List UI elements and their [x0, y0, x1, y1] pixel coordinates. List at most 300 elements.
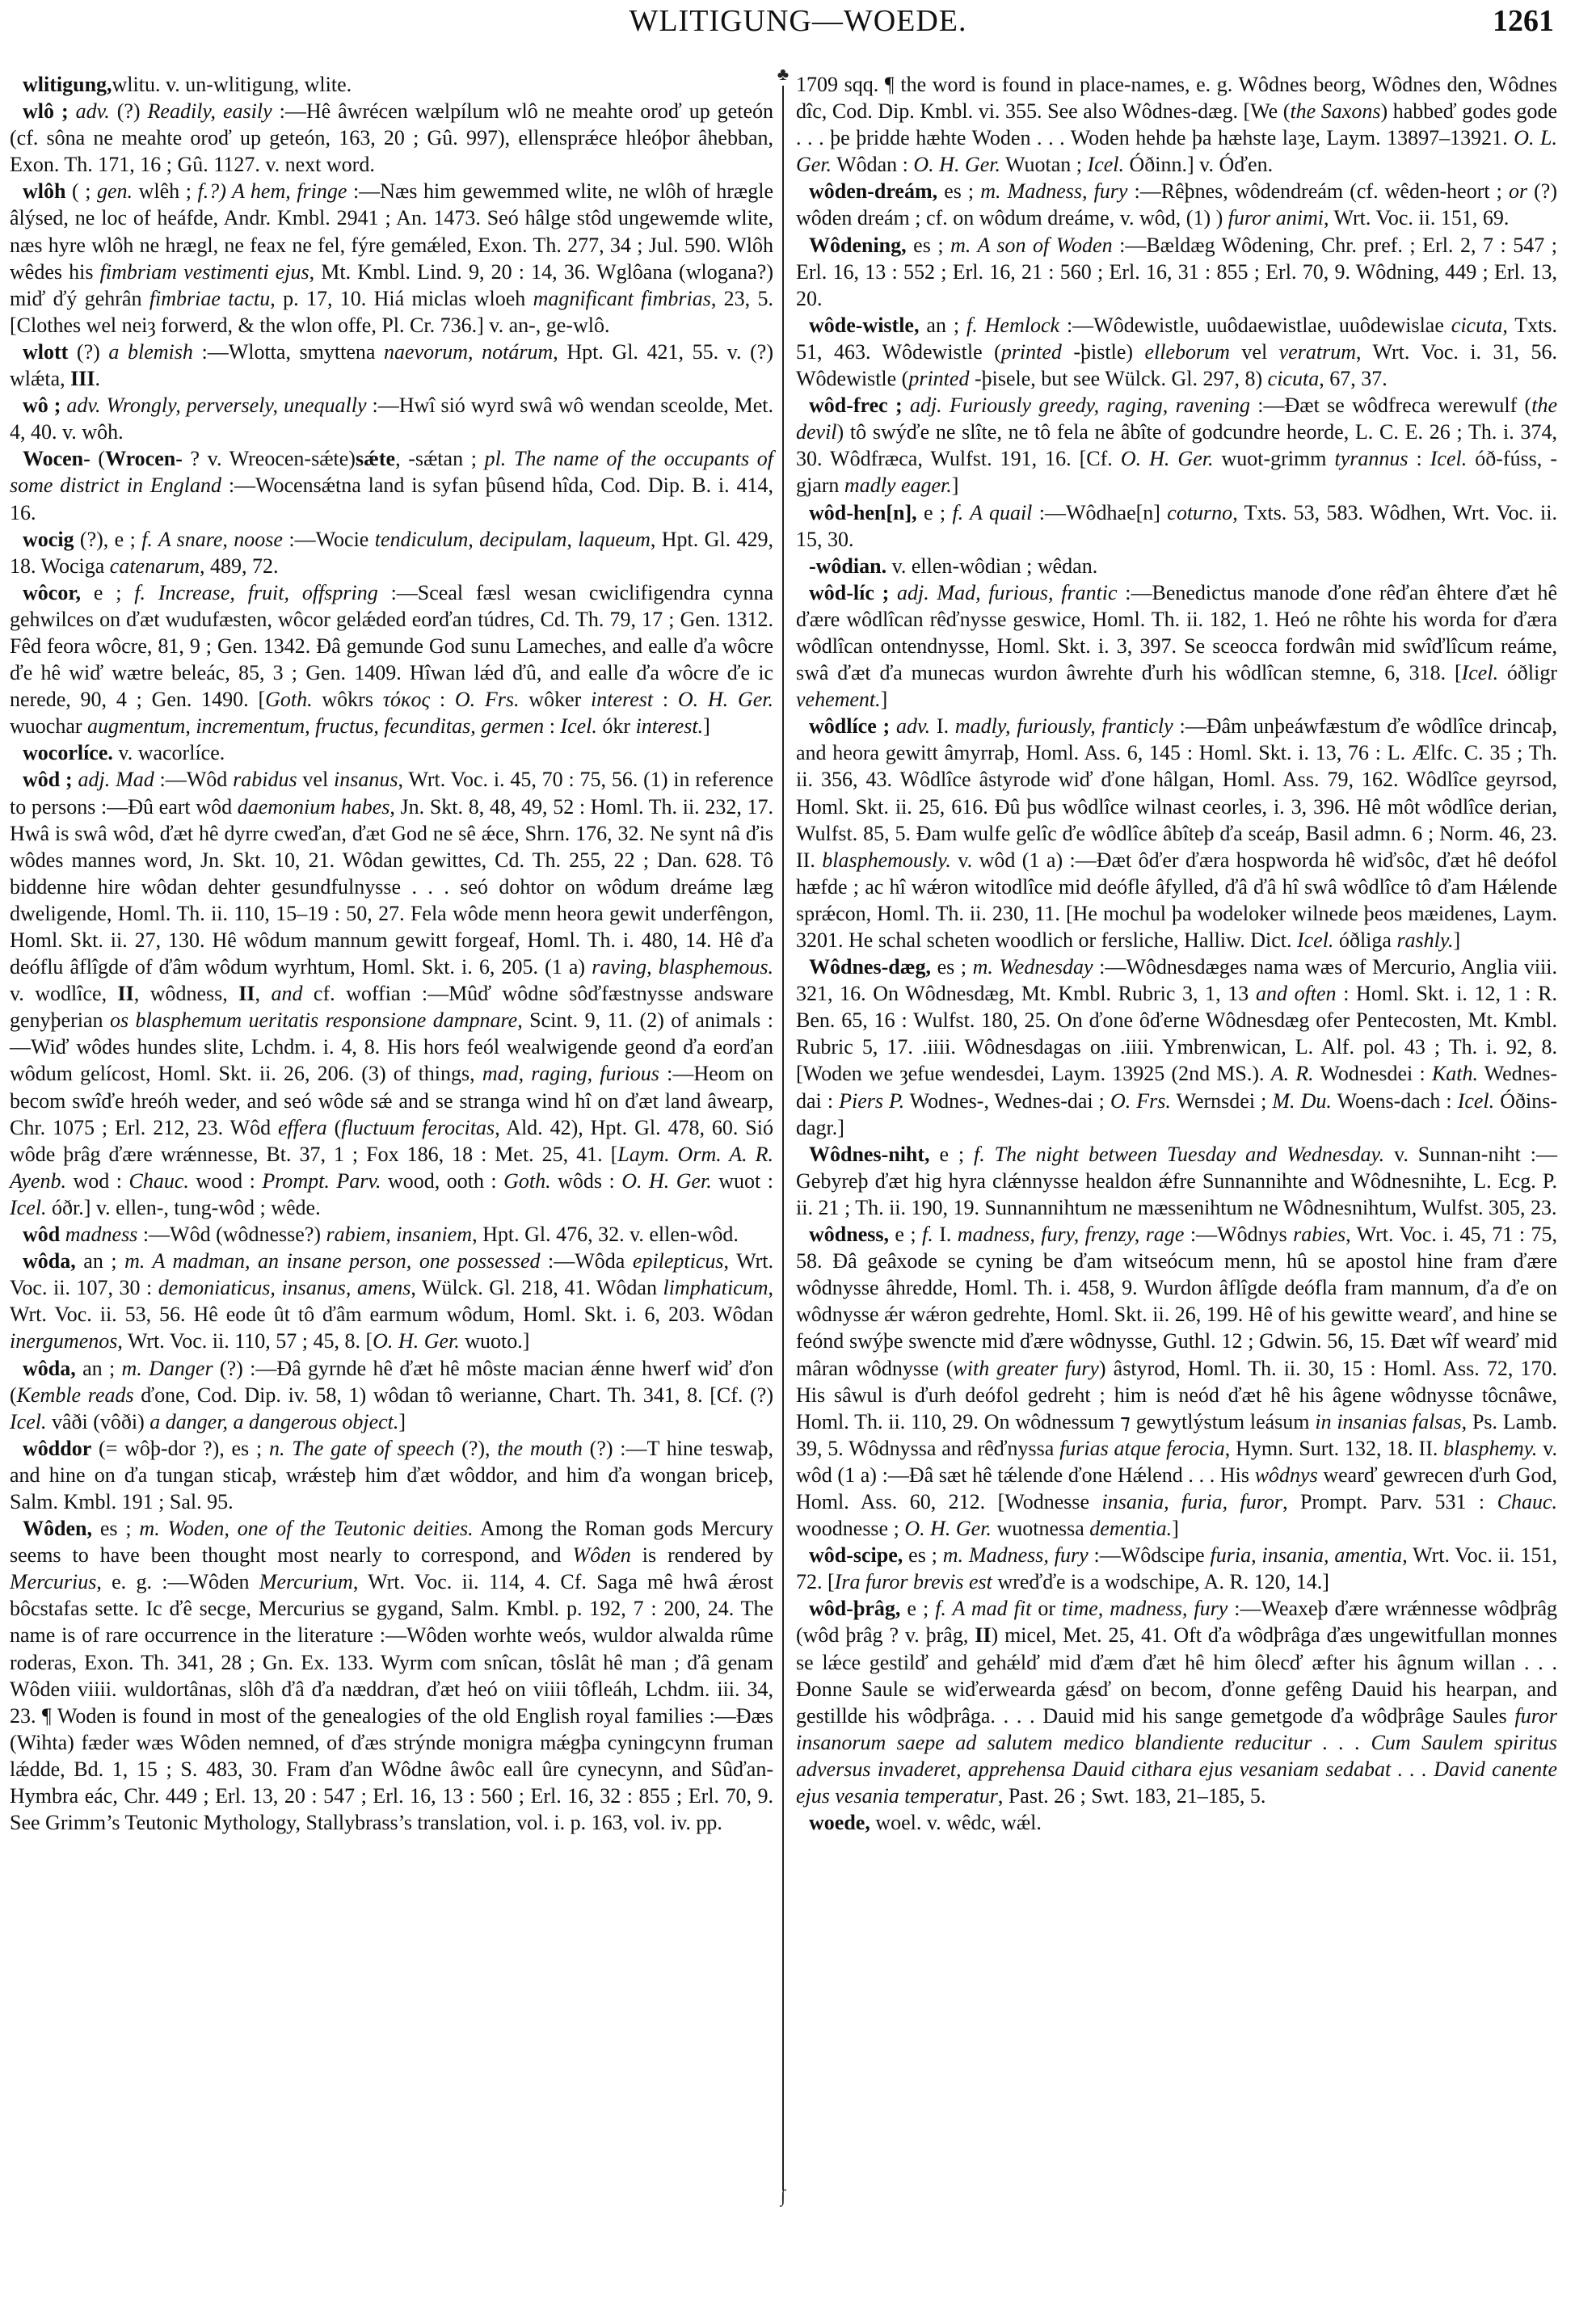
- entry-text: :—Hwî sió wyrd swâ wô wendan sceolde, Met. 4, 40. v. wôh.: [10, 394, 774, 444]
- entry-text: Mercurium: [259, 1570, 353, 1594]
- dictionary-entry: [10, 1221, 773, 1248]
- entry-text: :—Bældæg Wôdening, Chr. pref. ; Erl. 2, 7 : 547 ; Erl. 16, 13 : 552 ; Erl. 16, 21 : 560 ; Erl. 16, 31 : 855 ; Erl. 70, 9. Wôdning, 449 ; Erl. 13, 20.: [796, 233, 1557, 310]
- entry-headword: wocorlíce.: [23, 741, 113, 765]
- entry-text: epilepticus: [632, 1249, 724, 1273]
- dictionary-entry: [796, 1595, 1557, 1809]
- entry-text: insanus: [334, 768, 398, 792]
- entry-text: II: [238, 982, 255, 1006]
- entry-text: adv.: [890, 714, 931, 739]
- entry-text: Wôdan :: [832, 153, 914, 177]
- entry-text: or: [1508, 179, 1528, 204]
- entry-text: ]: [398, 1409, 406, 1433]
- entry-text: furor insanorum saepe ad salutem medico blandiente reducitur . . . Cum Saulem spiritus adversus invaderet, apprehensa Dauid cithara ejus vesaniam sedabat . . . David canente ejus vesania temperatur: [796, 1703, 1557, 1808]
- entry-text: tyrannus: [1334, 447, 1409, 471]
- entry-text: óðligr: [1498, 661, 1558, 685]
- entry-text: v. wôd (1 a) :—Ðæt ôďer ďæra hospworda hê wiďsôc, ďæt hê deófol hæfde ; ac hî wǽron witodlîce mid deófle âfylled, ďâ ďâ hî swâ wôdlîce tô ďam Hǽlende sprǽcon, Homl. Th. ii. 230, 11. [He mochul þa wodeloker wilnede þeos mæidenes, Laym. 3201. He schal scheten woodlich or fersliche, Halliw. Dict.: [796, 848, 1557, 952]
- entry-text: , Hpt. Gl. 476, 32. v. ellen-wôd.: [472, 1223, 739, 1247]
- entry-text: v. wodlîce,: [10, 982, 118, 1006]
- entry-headword: wlôh: [23, 179, 66, 204]
- entry-text: :—Weaxeþ ďære wrǽnnesse wôdþrâg (wôd þrâg ? v. þrâg,: [796, 1597, 1557, 1648]
- entry-text: wlêh ;: [133, 179, 198, 204]
- entry-text: v. ellen-wôdian ; wêdan.: [886, 554, 1098, 578]
- entry-text: f. A snare, noose: [141, 527, 283, 551]
- entry-text: rabidus: [233, 768, 297, 792]
- entry-text: Laym. Orm. A. R. Ayenb.: [10, 1142, 774, 1193]
- entry-text: , Scint. 9, 11. (2) of animals :—Wiď wôdes hundes slite, Lchdm. i. 4, 8. His hors feól wealwigende geond ďa eorďan wôdum gelícost, Homl. Skt. ii. 26, 206. (3) of things,: [10, 1008, 773, 1086]
- entry-text: (?) wôden dreám ; cf. on wôdum dreáme, v. wôd, (1) ): [796, 179, 1557, 230]
- entry-headword: wôden-dreám,: [809, 179, 938, 204]
- entry-text: Wodnesdei :: [1313, 1062, 1432, 1086]
- entry-text: demoniaticus, insanus, amens: [158, 1276, 411, 1300]
- entry-text: , Wrt. Voc. ii. 151, 69.: [1323, 206, 1510, 230]
- entry-text: e ;: [888, 1223, 923, 1247]
- entry-text: rabies: [1293, 1223, 1346, 1247]
- entry-text: v. Sunnan-niht :—Gebyreþ ďæt hig hyra clǽnnysse healdon ǽfre Sunnannihte and Wôdnesnihte, L. Ecg. P. ii. 21 ; Th. ii. 190, 19. Sunnannihtum ne mæssenihtum ne Wôdnesnihtum, Wulfst. 305, 23.: [796, 1142, 1558, 1219]
- entry-text: (= wôþ-dor ?), es ;: [91, 1436, 269, 1460]
- entry-headword: wôddor: [23, 1436, 92, 1460]
- entry-text: wôds :: [550, 1168, 622, 1193]
- entry-text: O. H. Ger.: [1120, 447, 1214, 471]
- entry-text: adj. Mad: [72, 768, 154, 792]
- entry-text: ) âstyrod, Homl. Th. ii. 30, 15 : Homl. Ass. 72, 170. His sâwul is ďurh deófol gedreht ; him is neód ďæt hê his âgene wôdnysse tôcnâwe, Homl. Th. ii. 110, 29. On wôdnessum ⁊ gewytlýstum leásum: [796, 1356, 1557, 1433]
- entry-text: Chauc.: [128, 1168, 189, 1193]
- entry-headword: -wôdian.: [809, 554, 887, 578]
- dictionary-entry: [10, 526, 773, 579]
- entry-text: with greater fury: [953, 1356, 1099, 1380]
- entry-text: an ;: [919, 313, 966, 337]
- dictionary-entry: [10, 392, 773, 445]
- entry-text: wôkrs: [312, 688, 383, 712]
- entry-text: e ;: [900, 1597, 936, 1621]
- entry-text: , 67, 37.: [1319, 367, 1388, 391]
- entry-text: (?): [68, 339, 109, 364]
- entry-text: ) tô swýďe ne slîte, ne tô fela ne âbîte of godcundre heorde, L. C. E. 26 ; Th. i. 374, 30. Wôdfræca, Wulfst. 191, 16. [Cf.: [796, 420, 1557, 471]
- entry-text: , Mt. Kmbl. Lind. 9, 20 : 14, 36. Wglôana (wlogana?) miď ďý gehrân: [10, 259, 773, 310]
- entry-text: Wrocen-: [105, 447, 183, 471]
- trefoil-ornament-icon: ♣: [777, 64, 790, 84]
- entry-text: wuot :: [711, 1168, 773, 1193]
- entry-text: m. A madman, an insane person, one possessed: [124, 1249, 541, 1273]
- entry-headword: wlott: [23, 339, 69, 364]
- entry-text: Mercurius: [10, 1570, 97, 1594]
- entry-text: tendiculum, decipulam, laqueum: [374, 527, 651, 551]
- entry-text: m. Madness, fury: [942, 1543, 1089, 1568]
- entry-text: rashly.: [1396, 928, 1454, 952]
- entry-text: e ;: [916, 500, 953, 524]
- entry-text: Icel.: [10, 1409, 47, 1433]
- entry-text: cicuta: [1267, 367, 1320, 391]
- entry-text: O. H. Ger.: [677, 688, 774, 712]
- entry-text: -þisele, but see Wülck. Gl. 297, 8): [969, 367, 1268, 391]
- entry-text: (?), e ;: [74, 527, 142, 551]
- entry-text: inergumenos: [10, 1329, 118, 1353]
- entry-text: ]: [880, 688, 888, 712]
- entry-text: , Wülck. Gl. 218, 41. Wôdan: [411, 1276, 663, 1300]
- dictionary-entry: [796, 232, 1557, 312]
- entry-headword: wôda,: [23, 1356, 76, 1380]
- dictionary-entry: [796, 579, 1557, 713]
- dictionary-entry: [10, 98, 773, 178]
- entry-text: f. A mad fit: [935, 1597, 1032, 1621]
- dictionary-entry: [796, 392, 1557, 499]
- entry-text: catenarum: [109, 554, 200, 578]
- entry-text: interest.: [635, 714, 704, 739]
- entry-text: , wôdness,: [133, 982, 239, 1006]
- entry-text: Icel.: [1457, 1088, 1495, 1113]
- entry-text: es ;: [906, 233, 951, 257]
- entry-text: :—Wôdnys: [1184, 1223, 1294, 1247]
- entry-text: 1709 sqq. ¶ the word is found in place-names, e. g. Wôdnes beorg, Wôdnes den, Wôdnes dîc, Cod. Dip. Kmbl. vi. 355. See also Wôdnes-dæg. [We (: [796, 73, 1557, 124]
- entry-text: Goth.: [265, 688, 313, 712]
- dictionary-entry: [796, 1141, 1557, 1221]
- entry-text: rabiem, insaniem: [326, 1223, 473, 1247]
- entry-text: II: [117, 982, 134, 1006]
- entry-text: O. L. Ger.: [796, 126, 1557, 177]
- dictionary-entry: [796, 713, 1557, 953]
- entry-text: cicuta: [1451, 313, 1503, 337]
- dictionary-entry: [10, 1515, 773, 1836]
- entry-text: insania, furia, furor: [1101, 1489, 1283, 1513]
- entry-text: a danger, a dangerous object.: [149, 1409, 399, 1433]
- entry-text: magnificant fimbrias: [533, 286, 711, 310]
- entry-text: , Ps. Lamb. 39, 5. Wôdnyssa and rêďnyssa: [796, 1409, 1557, 1460]
- entry-text: the mouth: [497, 1436, 583, 1460]
- entry-text: -þistle): [1061, 339, 1145, 364]
- entry-text: and often: [1255, 982, 1337, 1006]
- dictionary-entry: [10, 766, 773, 1221]
- entry-headword: wôd-líc ;: [809, 580, 890, 604]
- entry-headword: wôd-frec ;: [809, 394, 903, 418]
- entry-text: , Jn. Skt. 8, 48, 49, 52 : Homl. Th. ii. 232, 17. Hwâ is swâ wôd, ďæt hê dyrre cweďan, ďæt God ne sê ǽce, Shrn. 176, 32. Ne synt nâ ďis wôdes mannes word, Jn. Skt. 10, 21. Wôdan gewittes, Cd. Th. 255, 22 ; Dan. 628. Tô biddenne hire wôdan dehter gesundfulnysse . . . seó dohtor on wôdum dreáme læg dweligende, Homl. Th. ii. 110, 15–19 : 50, 27. Fela wôde menn heora gewit underfêngon, Homl. Skt. ii. 27, 130. Hê wôdum mannum gewitt forgeaf, Homl. Th. i. 480, 14. Hê ďa deóflu âflîgde of ďâm wôdum wyrhtum, Homl. Skt. i. 6, 205. (1 a): [10, 794, 773, 979]
- entry-text: furias atque ferocia: [1059, 1436, 1225, 1460]
- entry-text: wôker: [519, 688, 592, 712]
- entry-text: :—Rêþnes, wôdendreám (cf. wêden-heort ;: [1127, 179, 1509, 204]
- entry-text: vâði (vôði): [46, 1409, 150, 1433]
- entry-headword: wôcor,: [23, 580, 81, 604]
- entry-text: f. Increase, fruit, offspring: [134, 580, 378, 604]
- entry-text: , Txts. 53, 583. Wôdhen, Wrt. Voc. ii. 15, 30.: [796, 500, 1557, 551]
- dictionary-entry: [796, 312, 1557, 392]
- entry-headword: Wôdnes-dæg,: [809, 955, 931, 979]
- entry-text: madness, fury, frenzy, rage: [957, 1223, 1185, 1247]
- entry-text: O. H. Ger.: [621, 1168, 712, 1193]
- entry-text: , 489, 72.: [200, 554, 279, 578]
- entry-text: e ;: [929, 1142, 975, 1166]
- entry-text: :—Ðæt se wôdfreca werewulf (: [1250, 394, 1532, 418]
- entry-text: ( ;: [65, 179, 98, 204]
- entry-text: raving, blasphemous.: [592, 955, 773, 979]
- entry-text: Icel.: [560, 714, 597, 739]
- entry-text: wearď gewrecen ďurh God, Homl. Ass. 60, 212. [Wodnesse: [796, 1463, 1557, 1513]
- entry-text: m. Woden, one of the Teutonic deities.: [139, 1517, 474, 1541]
- entry-text: Wednes-dai :: [796, 1062, 1557, 1113]
- entry-headword: wôd-hen[n],: [809, 500, 917, 524]
- entry-text: e ;: [80, 580, 135, 604]
- entry-text: the Saxons: [1290, 99, 1381, 124]
- entry-text: (: [90, 447, 106, 471]
- entry-text: is rendered by: [630, 1543, 773, 1568]
- entry-text: :: [1408, 447, 1430, 471]
- entry-text: :—Hê âwrécen wælpílum wlô ne meahte oroď up geteón (cf. sôna ne meahte oroď up geteón, 163, 20 ; Gû. 997), ellensprǽce hleóþor âhebban, Exon. Th. 171, 16 ; Gû. 1127. v. next word.: [10, 99, 773, 177]
- entry-text: τόκος: [382, 688, 431, 712]
- entry-text: :—Wôdhae[n]: [1032, 500, 1168, 524]
- entry-text: Icel.: [1087, 153, 1125, 177]
- entry-text: adj. Furiously greedy, raging, ravening: [902, 394, 1251, 418]
- entry-headword: wlitigung,: [23, 73, 112, 96]
- entry-text: Kath.: [1431, 1062, 1478, 1086]
- dictionary-entry: [796, 1221, 1557, 1542]
- entry-text: :—Wocensǽtna land is syfan þûsend hîda, Cod. Dip. B. i. 414, 16.: [10, 474, 773, 524]
- entry-text: M. Du.: [1272, 1088, 1332, 1113]
- entry-text: augmentum, incrementum, fructus, fecunditas, germen: [87, 714, 545, 739]
- dictionary-entry: [796, 71, 1557, 178]
- entry-headword: woede,: [809, 1811, 870, 1835]
- entry-text: :—Wôdscipe: [1088, 1543, 1211, 1568]
- entry-text: , Hpt. Gl. 421, 55. v. (?) wlǽta,: [10, 339, 774, 391]
- entry-headword: wlô ;: [23, 99, 69, 124]
- entry-text: I.: [930, 714, 955, 739]
- entry-text: Wernsdei ;: [1170, 1088, 1273, 1113]
- entry-text: wood :: [188, 1168, 263, 1193]
- entry-text: wuoto.]: [459, 1329, 530, 1353]
- entry-text: or: [1031, 1597, 1063, 1621]
- entry-text: , -sǽtan ;: [395, 447, 485, 471]
- entry-text: naevorum, notárum: [384, 339, 554, 364]
- entry-text: O. H. Ger.: [913, 153, 1001, 177]
- entry-text: m. Danger: [121, 1356, 213, 1380]
- entry-text: , Past. 26 ; Swt. 183, 21–185, 5.: [997, 1784, 1266, 1808]
- entry-text: v. wacorlíce.: [112, 741, 225, 765]
- entry-text: wuot-grimm: [1213, 447, 1335, 471]
- entry-text: , Txts. 51, 463. Wôdewistle (: [796, 313, 1557, 364]
- entry-text: Wôden: [572, 1543, 631, 1568]
- entry-text: wuotnessa: [991, 1517, 1090, 1541]
- entry-text: vel: [1229, 339, 1279, 364]
- entry-text: coturno: [1167, 500, 1233, 524]
- entry-text: :—Wôd: [154, 768, 234, 792]
- entry-text: woodnesse ;: [796, 1517, 905, 1541]
- entry-text: madly eager.: [844, 474, 952, 498]
- entry-text: in insanias falsas: [1315, 1409, 1462, 1433]
- dictionary-entry: [10, 445, 773, 525]
- entry-text: , Wrt. Voc. ii. 110, 57 ; 45, 8. [: [117, 1329, 373, 1353]
- entry-text: Kemble reads: [16, 1383, 134, 1407]
- entry-text: Readily, easily: [147, 99, 272, 124]
- entry-text: f. A quail: [952, 500, 1033, 524]
- entry-text: ) micel, Met. 25, 41. Oft ďa wôdþrâga ďæs ungewitfullan monnes se lǽce gestilď and gehǽlď mid ďæm ďæt hê him ôlecď æfter his âgnum willan . . . Ðonne Saule se wiďerwearda gǽsď on becom, ďonne gefêng Dauid his hearpan, and gestillde his wôdþrâga. . . . Dauid mid his sange gemetgode ďa wôdþrâge Saules: [796, 1623, 1557, 1728]
- entry-text: adv. Wrongly, perversely, unequally: [61, 394, 367, 418]
- entry-text: II: [975, 1623, 992, 1648]
- entry-text: fluctuum ferocitas: [341, 1115, 495, 1139]
- entry-text: mad, raging, furious: [482, 1062, 659, 1086]
- entry-headword: wôde-wistle,: [809, 313, 920, 337]
- entry-text: f. The night between Tuesday and Wednesday.: [974, 1142, 1385, 1166]
- entry-text: blasphemously.: [822, 848, 951, 872]
- entry-text: O. H. Ger.: [904, 1517, 992, 1541]
- entry-text: :—Ðâm unþeáwfæstum ďe wôdlîce drincaþ, and heora gewitt âmyrraþ, Homl. Ass. 6, 145 : Homl. Skt. i. 13, 76 : L. Ælfc. C. 35 ; Th. ii. 356, 43. Wôdlîce âstyrode wiď ďone hâlgan, Homl. Ass. 79, 162. Wôdlîce geyrsod, Homl. Skt. ii. 25, 616. Ðû þus wôdlîce wilnast ceorles, i. 3, 396. Hê môt wôdlîce derian, Wulfst. 85, 5. Ðam wulfe gelîc ďe wôdlîce âbîteþ ďa sceáp, Basil admn. 6 ; Norm. 46, 23. II.: [796, 714, 1557, 872]
- entry-text: Prompt. Parv.: [262, 1168, 381, 1193]
- entry-text: :—Wôdnesdæges nama wæs of Mercurio, Anglia viii. 321, 16. On Wôdnesdæg, Mt. Kmbl. Rubric 3, 1, 13: [796, 955, 1557, 1006]
- dictionary-entry: [10, 1435, 773, 1515]
- entry-text: ]: [703, 714, 710, 739]
- left-column: [10, 71, 773, 1836]
- entry-text: furia, insania, amentia: [1210, 1543, 1403, 1568]
- entry-text: Chauc.: [1497, 1489, 1557, 1513]
- right-column: [796, 71, 1557, 1836]
- entry-text: f. Hemlock: [966, 313, 1060, 337]
- page-title: WLITIGUNG—WOEDE.: [629, 4, 967, 38]
- entry-headword: wôd-þrâg,: [809, 1597, 901, 1621]
- entry-text: printed: [1000, 339, 1062, 364]
- entry-text: fimbriam vestimenti ejus: [99, 259, 310, 284]
- entry-text: :—Wôdewistle, uuôdaewistlae, uuôdewislae: [1059, 313, 1451, 337]
- entry-text: madly, furiously, franticly: [954, 714, 1173, 739]
- entry-text: , e. g. :—Wôden: [96, 1570, 259, 1594]
- entry-text: :—Heom on becom swîďe hreóh weder, and seó wôde sǽ and se stranga wind hî on ďæt land âwearp, Chr. 1075 ; Erl. 212, 23. Wôd: [10, 1062, 774, 1139]
- entry-text: :: [544, 714, 561, 739]
- entry-text: printed: [908, 367, 970, 391]
- entry-text: O. H. Ger.: [373, 1329, 460, 1353]
- entry-text: (?): [109, 99, 148, 124]
- entry-headword: Wôden,: [23, 1517, 92, 1541]
- entry-text: , 23, 5. [Clothes wel neiȝ forwerd, & the wlon offe, Pl. Cr. 736.] v. an-, ge-wlô.: [10, 286, 774, 337]
- dictionary-entry: [10, 1355, 773, 1435]
- entry-headword: wôd: [23, 1223, 61, 1247]
- entry-text: Icel.: [1296, 928, 1334, 952]
- entry-text: blasphemy.: [1443, 1436, 1538, 1460]
- entry-text: es ;: [903, 1543, 943, 1568]
- entry-text: óðliga: [1333, 928, 1397, 952]
- dictionary-entry: [796, 1809, 1557, 1836]
- entry-text: f.: [922, 1223, 933, 1247]
- entry-text: ďone, Cod. Dip. iv. 58, 1) wôdan tô werianne, Chart. Th. 341, 8. [Cf. (?): [133, 1383, 773, 1407]
- entry-text: ,: [255, 982, 272, 1006]
- entry-text: wood, ooth :: [381, 1168, 504, 1193]
- entry-headword: wôda,: [23, 1249, 76, 1273]
- entry-text: :—Benedictus manode ďone rêďan êhtere ďæt hê ďære wôdlîcan rêďnysse geswice, Homl. Th. ii. 182, 1. Heó ne rôhte his worda for ďæra wôdlîcan ontendnysse, Homl. Skt. i. 3, 397. Se sceocca fordwân mid swîďlîcum reáme, swâ ďæt ďa munecas wurdon âwrehte ďurh his wôdlîcan stemne, 6, 318. [: [796, 580, 1557, 685]
- entry-headword: wôdlíce ;: [809, 714, 891, 739]
- entry-text: :—Sceal fæsl wesan cwiclifigendra cynna gehwilces on ďæt wudufæsten, wôcor gelǽded eorďan túdres, Cd. Th. 79, 17 ; Gen. 1312. Fêd feora wôcre, 81, 9 ; Gen. 1342. Ðâ gemunde God sunu Lameches, and ealle ďa wôcre ďe hê wiď wætre beleác, 85, 3 ; Gen. 1409. Hîwan lǽd ďû, and ealle ďa wôcre ďe ic nerede, 90, 4 ; Gen. 1490. [: [10, 580, 773, 712]
- entry-text: Piers P.: [839, 1088, 905, 1113]
- entry-text: an ;: [75, 1356, 122, 1380]
- entry-text: , p. 17, 10. Hiá miclas wloeh: [270, 286, 533, 310]
- entry-text: woel. v. wêdc, wǽl.: [870, 1811, 1042, 1835]
- column-divider: [782, 86, 784, 2191]
- entry-text: óð-fúss, -gjarn: [796, 447, 1557, 498]
- entry-text: I.: [933, 1223, 958, 1247]
- entry-text: Wuotan ;: [1000, 153, 1088, 177]
- entry-text: , Hpt. Gl. 429, 18. Wociga: [10, 527, 773, 578]
- entry-text: limphaticum: [663, 1276, 769, 1300]
- entry-text: m. Wednesday: [972, 955, 1093, 979]
- entry-text: es ;: [91, 1517, 140, 1541]
- entry-text: ókr: [596, 714, 636, 739]
- entry-text: Ira furor brevis est: [834, 1570, 992, 1594]
- entry-text: :—Næs him gewemmed wlite, ne wlôh of hrægle âlýsed, ne loc of heáfde, Andr. Kmbl. 2941 ; An. 1473. Seó hâlge stôd ungewemde wlite, næs hyre wlôh ne hrægl, ne feax ne fel, fýre gemǽled, Exon. Th. 277, 34 ; Jul. 590. Wlôh wêdes his: [10, 179, 774, 284]
- entry-text: , Wrt. Voc. ii. 151, 72. [: [796, 1543, 1558, 1594]
- entry-text: óðr.] v. ellen-, tung-wôd ; wêde.: [46, 1195, 321, 1219]
- entry-text: v. wôd (1 a) :—Ðâ sæt hê tǽlende ďone Hǽlend . . . His: [796, 1436, 1557, 1487]
- entry-text: wod :: [66, 1168, 129, 1193]
- entry-text: , Wrt. Voc. ii. 53, 56. Hê eode ût tô ďâm earmum wôdum, Homl. Skt. i. 6, 203. Wôdan: [10, 1276, 774, 1327]
- entry-text: III: [70, 367, 95, 391]
- entry-text: , Prompt. Parv. 531 :: [1282, 1489, 1497, 1513]
- entry-text: , Wrt. Voc. ii. 107, 30 :: [10, 1249, 774, 1300]
- entry-text: veratrum: [1278, 339, 1356, 364]
- entry-text: .: [95, 367, 100, 391]
- entry-headword: wocig: [23, 527, 74, 551]
- entry-text: the devil: [796, 394, 1557, 444]
- entry-text: :—Wôd (wôdnesse?): [137, 1223, 326, 1247]
- entry-text: m. A son of Woden: [950, 233, 1113, 257]
- entry-text: A. R.: [1270, 1062, 1314, 1086]
- entry-text: sǽte: [355, 447, 396, 471]
- entry-headword: Wôdening,: [809, 233, 907, 257]
- dictionary-entry: [10, 579, 773, 740]
- entry-headword: wôd ;: [23, 768, 73, 792]
- entry-text: :: [430, 688, 455, 712]
- dictionary-entry: [796, 499, 1557, 553]
- entry-text: (?),: [454, 1436, 498, 1460]
- entry-text: an ;: [75, 1249, 125, 1273]
- entry-text: Óðinn.] v. Óďen.: [1124, 153, 1274, 177]
- entry-text: gen.: [97, 179, 133, 204]
- entry-text: a blemish: [108, 339, 193, 364]
- page-number: 1261: [1493, 4, 1554, 38]
- dictionary-entry: [796, 178, 1557, 231]
- entry-text: ) habbeď godes gode . . . þe þridde hæhte Woden . . . Woden hehde þa hæhste laȝe, Laym. 13897–13921.: [796, 99, 1557, 150]
- entry-text: effera: [278, 1115, 327, 1139]
- entry-text: vel: [297, 768, 335, 792]
- entry-headword: wôdness,: [809, 1223, 889, 1247]
- entry-headword: wôd-scipe,: [809, 1543, 903, 1568]
- entry-text: adv.: [68, 99, 110, 124]
- entry-text: (?) :—T hine teswaþ, and hine on ďa tungan sticaþ, wrǽsteþ him ďæt wôddor, and him ďa wongan briceþ, Salm. Kmbl. 191 ; Sal. 95.: [10, 1436, 773, 1513]
- entry-text: madness: [60, 1223, 138, 1247]
- dictionary-entry: [796, 553, 1557, 579]
- entry-text: ]: [951, 474, 959, 498]
- entry-text: furor animi: [1228, 206, 1324, 230]
- entry-text: interest: [591, 688, 654, 712]
- entry-text: :—Wlotta, smyttena: [192, 339, 385, 364]
- entry-text: , Wrt. Voc. i. 45, 70 : 75, 56. (1) in reference to persons :—Ðû eart wôd: [10, 768, 774, 819]
- entry-text: wôdnys: [1254, 1463, 1318, 1487]
- entry-text: , Wrt. Voc. ii. 114, 4. Cf. Saga mê hwâ ǽrost bôcstafas sette. Ic ďê secge, Mercurius se gygand, Salm. Kmbl. p. 192, 7 : 200, 24. The name is of rare occurrence in the literature :—Wôden worhte weós, wuldor alwalda rûme roderas, Exon. Th. 341, 28 ; Gn. Ex. 133. Wyrm com snîcan, tôslât hê man ; ďâ genam Wôden viiii. wuldortânas, slôh ďâ ďa næddran, ďæt heó on viiii tôfleáh, Lchdm. iii. 34, 23. ¶ Woden is found in most of the genealogies of the old English royal families :—Ðæs (Wihta) fæder wæs Wôden nemned, of ďæs strýnde monigra mǽgþa cyningcynn fruman lǽdde, Bd. 1, 15 ; S. 483, 30. Fram ďan Wôdne âwôc eall ûre cynecynn, and Sûďan-Hymbra eác, Chr. 449 ; Erl. 13, 20 : 547 ; Erl. 16, 13 : 560 ; Erl. 16, 32 : 855 ; Erl. 70, 9. See Grimm’s Teutonic Mythology, Stallybrass’s translation, vol. i. p. 163, vol. iv. pp.: [10, 1570, 773, 1835]
- entry-text: os blasphemum ueritatis responsione dampnare: [109, 1008, 518, 1033]
- entry-text: Wodnes-, Wednes-dai ;: [904, 1088, 1110, 1113]
- entry-text: ]: [1453, 928, 1461, 952]
- entry-text: pl. The name of the occupants of some district in England: [10, 447, 773, 498]
- entry-text: es ;: [930, 955, 973, 979]
- entry-text: Among the Roman gods Mercury seems to have been thought most nearly to correspond, and: [10, 1517, 773, 1568]
- entry-headword: Wocen-: [23, 447, 91, 471]
- entry-text: fimbriae tactu: [149, 286, 271, 310]
- entry-text: m. Madness, fury: [980, 179, 1128, 204]
- entry-text: , Hymn. Surt. 132, 18. II.: [1224, 1436, 1444, 1460]
- entry-text: elleborum: [1144, 339, 1230, 364]
- entry-text: , Wrt. Voc. i. 45, 71 : 75, 58. Ðâ geâxode se cyning be ďam witseócum menn, hû se apostol hine fram ďære wôdnysse âhredde, Homl. Th. i. 458, 9. Wurdon âflîgde deófla fram mannum, ďa ďe on wôdnysse ǽr wǽron gedrehte, Homl. Skt. ii. 26, 199. Hê of his gewitte wearď, and hine se feónd swýþe swencte mid ďære wôdnysse, Guthl. 12 ; Gdwin. 56, 15. Ðæt wîf wearď mid mâran wôdnysse (: [796, 1223, 1557, 1380]
- entry-text: daemonium habes: [237, 794, 390, 819]
- entry-text: wreďďe is a wodschipe, A. R. 120, 14.]: [992, 1570, 1329, 1594]
- entry-text: cf. woffian :—Mûď wôdne sôďfæstnysse andsware genyþerian: [10, 982, 773, 1033]
- dictionary-entry: [10, 1248, 773, 1354]
- entry-text: Óðins-dagr.]: [796, 1088, 1557, 1139]
- entry-text: Goth.: [503, 1168, 551, 1193]
- entry-text: :: [653, 688, 678, 712]
- entry-text: f.?) A hem, fringe: [197, 179, 347, 204]
- dictionary-entry: [10, 339, 773, 392]
- entry-text: Icel.: [1430, 447, 1468, 471]
